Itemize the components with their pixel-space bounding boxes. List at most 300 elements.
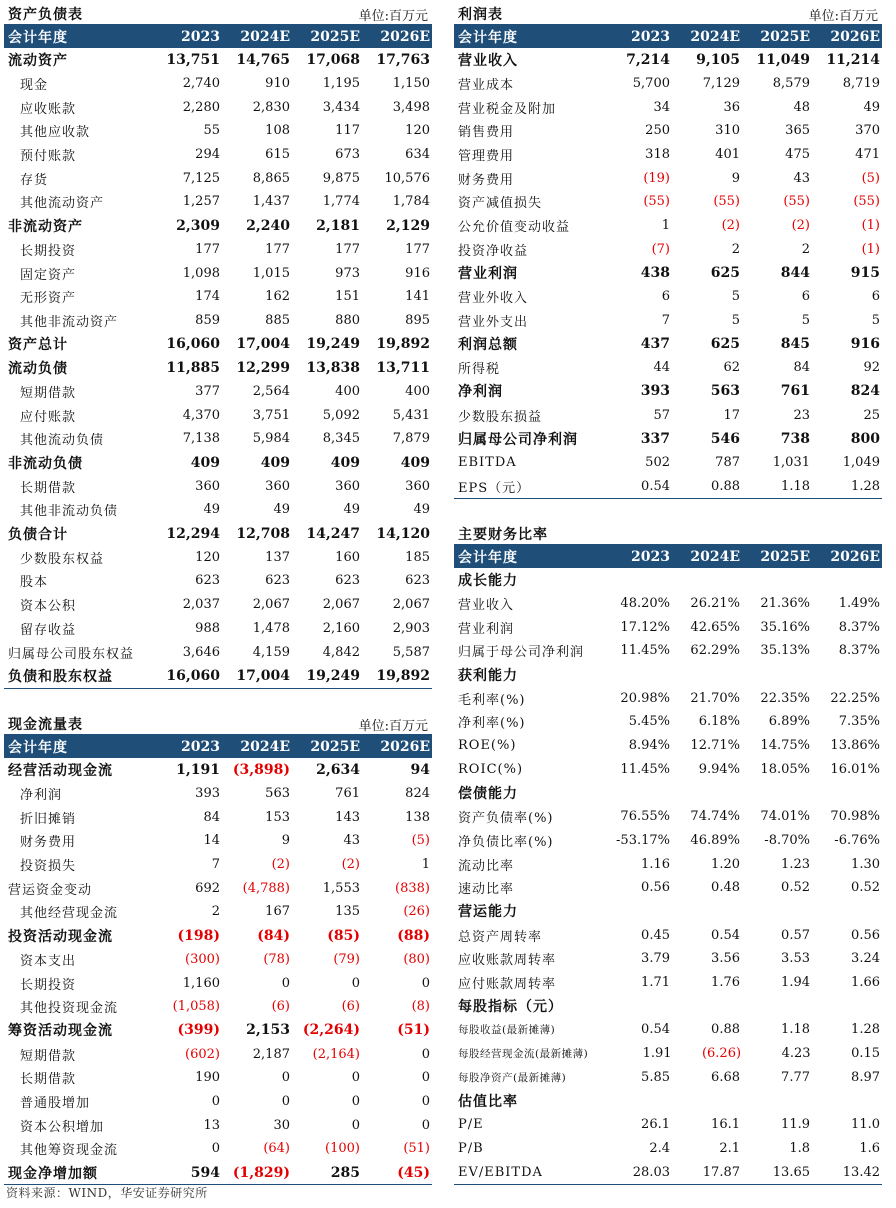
row-label: 归属母公司净利润 [458, 431, 578, 448]
row-value: 615 [265, 147, 290, 163]
row-value: 634 [405, 147, 430, 163]
ratios-title: 主要财务比率 [458, 527, 548, 543]
row-value: 365 [785, 123, 810, 139]
table-row [454, 615, 882, 639]
row-value: 5.85 [641, 1069, 670, 1085]
row-value: 49 [413, 502, 430, 518]
table-row [454, 380, 882, 404]
row-value: 18.05% [760, 761, 810, 777]
row-label: 普通股增加 [20, 1095, 91, 1111]
table-row [4, 309, 432, 333]
table-row [454, 190, 882, 214]
header-label: 会计年度 [458, 29, 518, 46]
row-value: (1,829) [232, 1164, 290, 1181]
row-value: 6.68 [711, 1069, 740, 1085]
table-row [4, 782, 432, 806]
table-row [454, 592, 882, 616]
row-value: 0 [421, 1070, 430, 1086]
row-value: 294 [195, 147, 220, 163]
row-value: 0 [421, 1093, 430, 1109]
row-value: 1,150 [392, 76, 430, 92]
table-row [454, 214, 882, 238]
row-value: 844 [780, 265, 810, 282]
row-value: 4,159 [252, 644, 290, 660]
row-value: 2,067 [322, 597, 360, 613]
table-row [454, 947, 882, 971]
cash-flow-title-bar [4, 710, 432, 735]
row-label: 每股经营现金流(最新摊薄) [458, 1048, 589, 1061]
row-value: 8,865 [252, 170, 290, 186]
row-value: 2,067 [252, 597, 290, 613]
row-label: 短期借款 [20, 385, 77, 401]
row-value: 22.35% [760, 690, 810, 706]
row-value: 409 [400, 454, 430, 471]
row-value: 20.98% [620, 690, 670, 706]
row-value: 14,765 [236, 51, 290, 68]
balance-sheet-title-bar [4, 0, 432, 25]
row-label: 其他投资现金流 [20, 1001, 119, 1017]
row-label: 获利能力 [458, 667, 518, 684]
row-value: (2) [721, 218, 740, 234]
table-row [4, 640, 432, 664]
row-value: 2,160 [322, 620, 360, 636]
row-value: 0.45 [641, 927, 670, 943]
row-label: 成长能力 [458, 572, 518, 589]
row-value: 409 [190, 454, 220, 471]
row-value: 1,553 [322, 880, 360, 896]
row-value: 35.16% [760, 619, 810, 635]
row-label: 营业利润 [458, 266, 518, 283]
row-label: 流动比率 [458, 858, 515, 874]
table-row [454, 1113, 882, 1137]
table-row [4, 853, 432, 877]
row-value: 6 [661, 289, 670, 305]
row-value: 42.65% [690, 619, 740, 635]
row-label: 现金 [20, 78, 49, 94]
row-value: 2 [731, 241, 740, 257]
row-value: 8.94% [628, 738, 670, 754]
row-value: 6.18% [698, 714, 740, 730]
row-label: 归属于母公司净利润 [458, 645, 585, 661]
row-value: 8.97 [851, 1069, 880, 1085]
row-value: 35.13% [760, 643, 810, 659]
row-value: 7.77 [781, 1069, 810, 1085]
table-row [454, 166, 882, 190]
row-value: 3,498 [392, 99, 430, 115]
row-value: 8,719 [842, 76, 880, 92]
row-value: 0.52 [781, 880, 810, 896]
row-value: (79) [333, 951, 360, 967]
row-value: 0 [421, 1046, 430, 1062]
row-value: (88) [397, 927, 430, 944]
row-value: 859 [195, 312, 220, 328]
row-value: 0 [351, 1117, 360, 1133]
row-value: 190 [195, 1070, 220, 1086]
table-section-row [454, 568, 882, 592]
row-value: (84) [257, 927, 290, 944]
row-value: 3,434 [322, 99, 360, 115]
row-value: (2,164) [312, 1046, 360, 1062]
row-value: 4,842 [322, 644, 360, 660]
row-value: 12,299 [236, 359, 290, 376]
row-label: 应收账款 [20, 101, 77, 117]
row-value: 46.89% [690, 832, 740, 848]
row-value: 49 [203, 502, 220, 518]
row-label: 应收账款周转率 [458, 953, 557, 969]
row-value: 885 [265, 312, 290, 328]
row-label: 非流动资产 [8, 218, 83, 235]
row-label: 营业税金及附加 [458, 101, 557, 117]
row-value: 1.94 [781, 975, 810, 991]
row-label: 短期借款 [20, 1048, 77, 1064]
row-value: (55) [783, 194, 810, 210]
row-value: 62 [723, 360, 740, 376]
row-label: 营业收入 [458, 598, 515, 614]
table-row [454, 119, 882, 143]
row-value: 4,370 [182, 407, 220, 423]
row-value: 895 [405, 312, 430, 328]
row-value: 1.6 [859, 1140, 880, 1156]
table-row [4, 1042, 432, 1066]
row-value: 13,838 [306, 359, 360, 376]
row-value: 2 [801, 241, 810, 257]
table-row [454, 639, 882, 663]
table-row [454, 332, 882, 356]
row-value: 22.25% [830, 690, 880, 706]
table-row [454, 710, 882, 734]
table-row [4, 924, 432, 948]
row-label: 净负债比率(%) [458, 834, 554, 850]
row-value: 2 [211, 904, 220, 920]
row-value: 5 [871, 312, 880, 328]
balance-sheet-title: 资产负债表 [8, 7, 83, 23]
income-statement-table [454, 0, 882, 499]
row-label: 存货 [20, 172, 49, 188]
row-value: (2) [271, 857, 290, 873]
row-value: 377 [195, 383, 220, 399]
table-header-row [4, 735, 432, 758]
row-value: (55) [713, 194, 740, 210]
row-value: 108 [265, 123, 290, 139]
row-value: 2,903 [392, 620, 430, 636]
row-value: 174 [195, 289, 220, 305]
row-value: 502 [645, 455, 670, 471]
row-value: 84 [203, 809, 220, 825]
table-row [454, 72, 882, 96]
row-value: 74.01% [760, 809, 810, 825]
row-value: (1,058) [172, 999, 220, 1015]
row-value: (5) [861, 170, 880, 186]
row-value: 8.37% [838, 643, 880, 659]
table-header-row [454, 545, 882, 568]
table-row [4, 617, 432, 641]
table-row [454, 758, 882, 782]
row-value: 0.56 [851, 927, 880, 943]
table-row [4, 498, 432, 522]
table-row [4, 948, 432, 972]
row-label: 毛利率(%) [458, 692, 526, 708]
row-value: 824 [405, 786, 430, 802]
balance-sheet-table [4, 0, 432, 689]
row-value: 915 [850, 265, 880, 282]
row-label: 无形资产 [20, 291, 77, 307]
row-value: 1.71 [641, 975, 670, 991]
row-label: 负债和股东权益 [8, 668, 113, 685]
row-value: 0 [281, 975, 290, 991]
row-value: 1,774 [322, 194, 360, 210]
row-value: 49 [273, 502, 290, 518]
row-label: 现金净增加额 [8, 1165, 98, 1182]
row-value: 17,068 [306, 51, 360, 68]
row-value: 36 [723, 99, 740, 115]
table-row [454, 451, 882, 475]
table-row [454, 309, 882, 333]
row-value: 135 [335, 904, 360, 920]
row-value: (6) [341, 999, 360, 1015]
row-value: 360 [335, 478, 360, 494]
row-value: 2,187 [252, 1046, 290, 1062]
row-label: 其他应收款 [20, 125, 91, 141]
row-value: 880 [335, 312, 360, 328]
row-value: 337 [640, 430, 670, 447]
row-value: 3.24 [851, 951, 880, 967]
row-value: 5,431 [392, 407, 430, 423]
table-row [4, 72, 432, 96]
row-value: (2) [791, 218, 810, 234]
row-value: 800 [850, 430, 880, 447]
row-value: 11.9 [781, 1117, 810, 1133]
row-value: 3.79 [641, 951, 670, 967]
row-value: 5 [731, 312, 740, 328]
row-value: 409 [330, 454, 360, 471]
row-value: 16.01% [830, 761, 880, 777]
row-value: 177 [335, 241, 360, 257]
row-value: 0.54 [641, 478, 670, 494]
row-value: 0.54 [641, 1022, 670, 1038]
row-value: 1 [661, 218, 670, 234]
row-value: 2,564 [252, 383, 290, 399]
table-row [4, 829, 432, 853]
table-row [4, 1019, 432, 1043]
header-year: 2023 [181, 738, 220, 755]
row-value: 673 [335, 147, 360, 163]
row-label: 长期借款 [20, 1072, 77, 1088]
row-value: 7.35% [838, 714, 880, 730]
row-value: 3.56 [711, 951, 740, 967]
row-value: 13.86% [830, 738, 880, 754]
row-label: 营业外支出 [458, 314, 529, 330]
row-label: 营业外收入 [458, 291, 529, 307]
row-value: 2.1 [719, 1140, 740, 1156]
table-row [454, 923, 882, 947]
table-row [4, 403, 432, 427]
row-value: 1.16 [641, 856, 670, 872]
row-value: 6 [871, 289, 880, 305]
row-value: 16,060 [166, 336, 220, 353]
row-value: 5 [731, 289, 740, 305]
row-label: 营业利润 [458, 621, 515, 637]
row-label: 净利率(%) [458, 716, 526, 732]
row-label: 归属母公司股东权益 [8, 646, 135, 662]
row-value: 43 [793, 170, 810, 186]
row-value: 14,120 [376, 525, 430, 542]
row-value: 13,711 [376, 359, 430, 376]
row-label: 资本公积 [20, 599, 77, 615]
source-note: 资料来源：WIND，华安证券研究所 [6, 1186, 208, 1200]
row-value: 7,129 [702, 76, 740, 92]
table-row [4, 474, 432, 498]
row-value: 1,478 [252, 620, 290, 636]
row-value: 5,092 [322, 407, 360, 423]
income-statement-unit: 单位:百万元 [808, 9, 878, 24]
row-label: 财务费用 [20, 835, 77, 851]
table-section-row [454, 781, 882, 805]
row-value: 692 [195, 880, 220, 896]
row-value: 2,830 [252, 99, 290, 115]
row-value: 623 [265, 573, 290, 589]
row-value: 120 [405, 123, 430, 139]
row-label: 资产总计 [8, 337, 68, 354]
row-value: 1.30 [851, 856, 880, 872]
row-label: 应付账款周转率 [458, 977, 557, 993]
row-value: 92 [863, 360, 880, 376]
row-value: (1) [861, 241, 880, 257]
row-value: 438 [640, 265, 670, 282]
row-value: (2,264) [302, 1022, 360, 1039]
row-value: 1,784 [392, 194, 430, 210]
row-value: 5.45% [628, 714, 670, 730]
row-value: 6 [801, 289, 810, 305]
header-year: 2025E [310, 28, 360, 45]
row-value: 28.03 [632, 1164, 670, 1180]
row-label: 其他筹资现金流 [20, 1143, 119, 1159]
row-value: 285 [330, 1164, 360, 1181]
row-value: 84 [793, 360, 810, 376]
table-row [4, 356, 432, 380]
row-value: (198) [177, 927, 220, 944]
row-label: 总资产周转率 [458, 929, 543, 945]
row-value: 1,195 [322, 76, 360, 92]
row-value: 70.98% [830, 809, 880, 825]
table-row [4, 1113, 432, 1137]
row-label: 偿债能力 [458, 786, 518, 803]
row-value: 9,875 [322, 170, 360, 186]
row-label: 每股指标（元） [458, 999, 563, 1016]
table-row [4, 261, 432, 285]
table-row [454, 805, 882, 829]
row-value: 7 [661, 312, 670, 328]
table-row [454, 285, 882, 309]
row-value: 0 [211, 1093, 220, 1109]
row-value: 19,249 [306, 667, 360, 684]
row-label: P/E [458, 1117, 484, 1133]
row-value: 910 [265, 76, 290, 92]
table-row [4, 166, 432, 190]
row-value: 11,214 [826, 51, 880, 68]
row-value: 177 [195, 241, 220, 257]
row-value: 137 [265, 549, 290, 565]
table-section-row [454, 900, 882, 924]
row-value: (26) [403, 904, 430, 920]
row-value: 1,098 [182, 265, 220, 281]
row-value: (399) [177, 1022, 220, 1039]
table-row [454, 734, 882, 758]
header-label: 会计年度 [458, 549, 518, 566]
row-label: 折旧摊销 [20, 811, 77, 827]
row-label: 其他非流动资产 [20, 314, 119, 330]
row-value: 563 [710, 383, 740, 400]
row-value: -6.76% [834, 832, 880, 848]
row-value: 9,105 [696, 51, 740, 68]
row-label: 流动负债 [8, 360, 68, 377]
row-value: 546 [710, 430, 740, 447]
row-value: (1) [861, 218, 880, 234]
row-value: 1 [421, 857, 430, 873]
row-value: 7 [211, 857, 220, 873]
header-year: 2023 [631, 548, 670, 565]
row-value: (7) [651, 241, 670, 257]
table-row [4, 451, 432, 475]
table-header-row [454, 25, 882, 48]
table-row [4, 119, 432, 143]
table-row [4, 1090, 432, 1114]
row-value: 153 [265, 809, 290, 825]
row-value: 0 [211, 1141, 220, 1157]
row-value: 2,280 [182, 99, 220, 115]
row-value: 143 [335, 809, 360, 825]
row-value: 74.74% [690, 809, 740, 825]
row-value: 30 [273, 1117, 290, 1133]
row-value: (51) [403, 1141, 430, 1157]
row-label: ROE(%) [458, 738, 517, 754]
row-value: 49 [343, 502, 360, 518]
table-row [454, 261, 882, 285]
table-row [4, 569, 432, 593]
row-label: 长期借款 [20, 480, 77, 496]
table-row [454, 1042, 882, 1066]
row-value: 0.88 [711, 478, 740, 494]
row-label: 估值比率 [458, 1093, 518, 1110]
row-label: ROIC(%) [458, 761, 524, 777]
row-value: 400 [335, 383, 360, 399]
row-label: 投资活动现金流 [8, 928, 113, 945]
row-value: (3,898) [232, 761, 290, 778]
row-value: -53.17% [616, 832, 670, 848]
row-value: 17.12% [620, 619, 670, 635]
header-year: 2026E [830, 28, 880, 45]
row-value: 3,751 [252, 407, 290, 423]
row-label: 利润总额 [458, 337, 518, 354]
row-value: 0.48 [711, 880, 740, 896]
balance-sheet-unit: 单位:百万元 [358, 9, 428, 24]
row-value: 393 [195, 786, 220, 802]
row-label: 流动资产 [8, 52, 68, 69]
table-row [454, 1137, 882, 1161]
cash-flow-unit: 单位:百万元 [358, 719, 428, 734]
row-value: (100) [325, 1141, 360, 1157]
row-value: 160 [335, 549, 360, 565]
row-value: 2,129 [386, 217, 430, 234]
header-year: 2023 [631, 28, 670, 45]
row-value: 57 [653, 407, 670, 423]
row-value: (45) [397, 1164, 430, 1181]
row-value: 8,579 [772, 76, 810, 92]
table-row [4, 805, 432, 829]
row-label: 其他流动资产 [20, 196, 105, 212]
row-value: 7,138 [182, 431, 220, 447]
row-value: 167 [265, 904, 290, 920]
ratios-title-bar [454, 520, 882, 545]
